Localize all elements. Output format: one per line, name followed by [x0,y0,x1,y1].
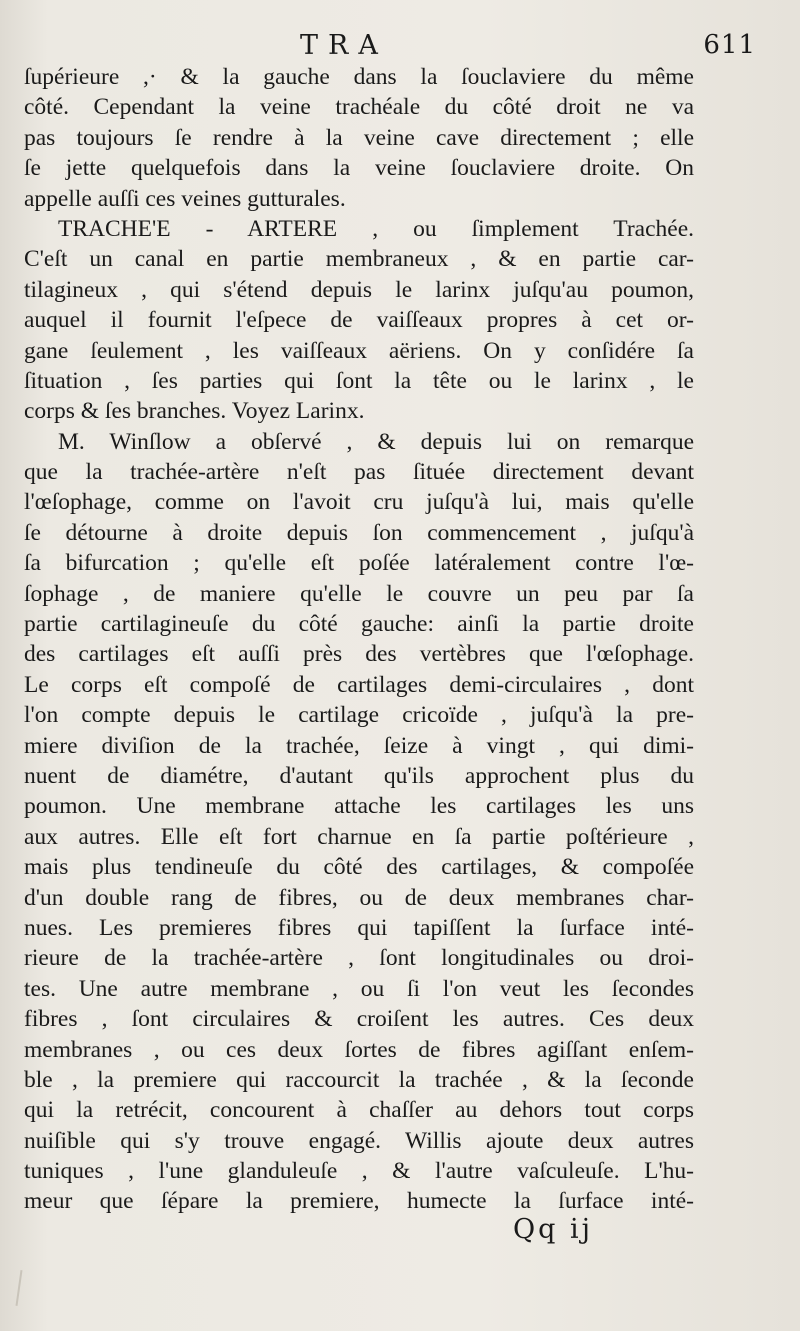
text-line: ſe jette quelquefois dans la veine ſouclaviere droite. On [24,155,694,182]
text-line: poumon. Une membrane attache les cartilages les uns [24,793,694,820]
text-line: d'un double rang de fibres, ou de deux membranes char- [24,884,694,911]
text-line: Le corps eſt compoſé de cartilages demi-circulaires , dont [24,671,694,698]
text-line: qui la retrécit, concourent à chaſſer au dehors tout corps [24,1097,694,1124]
text-line: auquel il fournit l'eſpece de vaiſſeaux propres à cet or- [24,307,694,334]
text-line: mais plus tendineuſe du côté des cartilages, & compoſée [24,854,694,881]
text-line: des cartilages eſt auſſi près des vertèbres que l'œſophage. [24,641,694,668]
text-line: rieure de la trachée-artère , ſont longitudinales ou droi- [24,945,694,972]
text-line: M. Winſlow a obſervé , & depuis lui on remarque [58,428,694,455]
text-line: ſophage , de maniere qu'elle le couvre un peu par ſa [24,580,694,607]
running-title: TRA [300,30,388,61]
text-line: partie cartilagineuſe du côté gauche: ainſi la partie droite [24,611,694,638]
page-number: 611 [703,30,756,60]
text-line: côté. Cependant la veine trachéale du côté droit ne va [24,94,694,121]
text-line: miere diviſion de la trachée, ſeize à vingt , qui dimi- [24,732,694,759]
signature-mark: Qq ij [513,1214,594,1245]
text-line: fibres , ſont circulaires & croiſent les autres. Ces deux [24,1006,694,1033]
text-line: corps & ſes branches. Voyez Larinx. [24,398,365,425]
text-line: meur que ſépare la premiere, humecte la ſurface inté- [24,1188,694,1215]
text-line: C'eſt un canal en partie membraneux , & en partie car- [24,246,694,273]
text-line: aux autres. Elle eſt fort charnue en ſa partie poſtérieure , [24,823,694,850]
text-line: gane ſeulement , les vaiſſeaux aëriens. On y conſidére ſa [24,337,694,364]
text-line: pas toujours ſe rendre à la veine cave directement ; elle [24,124,694,151]
text-line: l'œſophage, comme on l'avoit cru juſqu'à lui, mais qu'elle [24,489,694,516]
body-text [24,62,694,1217]
text-line: nuent de diamétre, d'autant qu'ils approchent plus du [24,762,694,789]
text-line: tilagineux , qui s'étend depuis le larinx juſqu'au poumon, [24,276,694,303]
text-line: appelle auſſi ces veines gutturales. [24,185,346,212]
text-line: l'on compte depuis le cartilage cricoïde , juſqu'à la pre- [24,702,694,729]
text-line: ſupérieure ,· & la gauche dans la ſouclaviere du même [24,64,694,90]
margin-stroke [16,1270,23,1306]
text-line: membranes , ou ces deux ſortes de fibres agiſſant enſem- [24,1036,694,1063]
text-line: nues. Les premieres fibres qui tapiſſent la ſurface inté- [24,914,694,941]
text-line: tes. Une autre membrane , ou ſi l'on veut les ſecondes [24,975,694,1002]
text-line: ſituation , ſes parties qui ſont la tête ou le larinx , le [24,367,694,394]
text-line: nuiſible qui s'y trouve engagé. Willis ajoute deux autres [24,1127,694,1154]
text-line: tuniques , l'une glanduleuſe , & l'autre vaſculeuſe. L'hu- [24,1158,694,1185]
entry-heading-line: TRACHE'E - ARTERE , ou ſimplement Trachée. [58,215,694,242]
text-line: ſa bifurcation ; qu'elle eſt poſée latéralement contre l'œ- [24,550,694,577]
text-line: que la trachée-artère n'eſt pas ſituée directement devant [24,459,694,486]
text-line: ble , la premiere qui raccourcit la trachée , & la ſeconde [24,1066,694,1093]
text-line: ſe détourne à droite depuis ſon commencement , juſqu'à [24,519,694,546]
